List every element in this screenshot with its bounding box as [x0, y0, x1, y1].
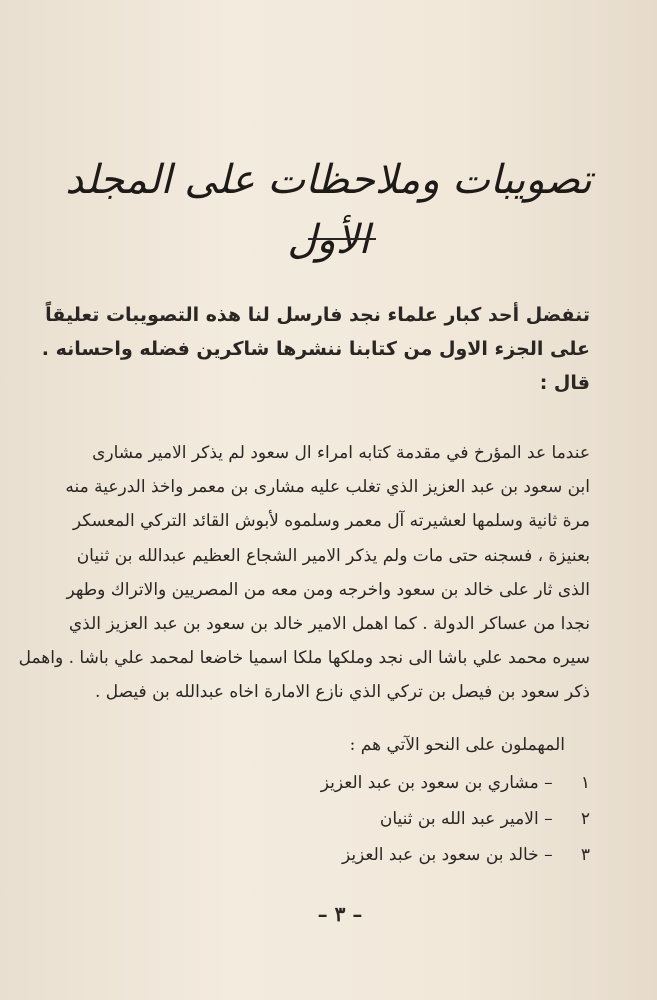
- list-dash: –: [538, 773, 553, 793]
- body-line: سيره محمد علي باشا الى نجد وملكها ملكا اسميا خاضعا لمحمد علي باشا . واهمل: [18, 648, 590, 669]
- body-line: نجدا من عساكر الدولة . كما اهمل الامير خالد بن سعود بن عبد العزيز الذي: [68, 614, 590, 635]
- list-item-number: ١: [580, 773, 590, 793]
- body-line: مرة ثانية وسلمها لعشيرته آل معمر وسلموه لأبوش القائد التركي المعسكر: [72, 511, 590, 532]
- list-item-text: خالد بن سعود بن عبد العزيز: [341, 845, 539, 865]
- list-dash: –: [538, 809, 553, 829]
- list-dash: –: [538, 845, 553, 865]
- intro-line: على الجزء الاول من كتابنا ننشرها شاكرين فضله واحسانه .: [41, 338, 590, 360]
- list-item: [55, 801, 590, 837]
- body-line: بعنيزة ، فسجنه حتى مات ولم يذكر الامير الشجاع العظيم عبدالله بن ثنيان: [76, 545, 590, 566]
- list-item-number: ٢: [580, 809, 590, 829]
- body-line: عندما عد المؤرخ في مقدمة كتابه امراء ال سعود لم يذكر الامير مشارى: [92, 443, 590, 463]
- intro-line: قال :: [539, 372, 590, 394]
- list-item-text: الامير عبد الله بن ثنيان: [379, 809, 539, 829]
- title-divider: [308, 238, 376, 240]
- intro-line: تنفضل أحد كبار علماء نجد فارسل لنا هذه التصويبات تعليقاً: [45, 304, 590, 326]
- body-paragraph: [18, 436, 590, 710]
- body-line: الذى ثار على خالد بن سعود واخرجه ومن معه من المصريين والاتراك وطهر: [66, 579, 590, 600]
- body-line: ابن سعود بن عبد العزيز الذي تغلب عليه مشارى بن معمر واخذ الدرعية منه: [65, 477, 590, 498]
- intro-paragraph: [41, 298, 590, 400]
- body-line: ذكر سعود بن فيصل بن تركي الذي نازع الامارة اخاه عبدالله بن فيصل .: [94, 682, 590, 703]
- omitted-list: [55, 765, 590, 873]
- list-item: [55, 765, 590, 801]
- list-item: [55, 837, 590, 873]
- page-number: – ٣ –: [317, 902, 363, 926]
- list-intro: المهملون على النحو الآتي هم :: [349, 735, 565, 755]
- list-item-number: ٣: [580, 845, 590, 865]
- list-item-text: مشاري بن سعود بن عبد العزيز: [320, 773, 539, 793]
- page-title: تصويبات وملاحظات على المجلد الأول: [65, 157, 592, 263]
